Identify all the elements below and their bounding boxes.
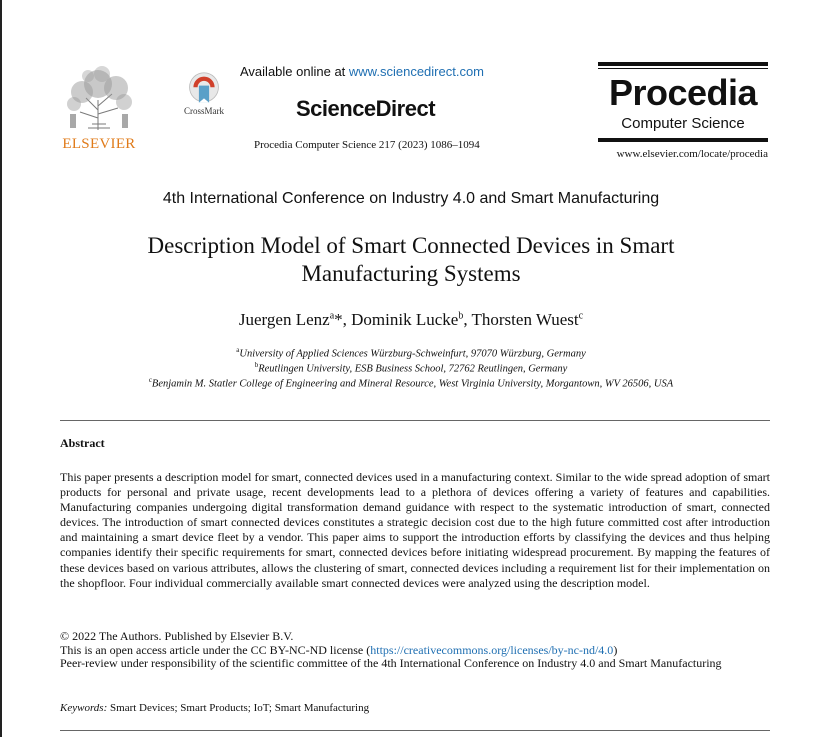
sciencedirect-link[interactable]: www.sciencedirect.com: [348, 64, 485, 79]
affiliation-a: [0, 346, 822, 360]
procedia-logo: [598, 62, 768, 160]
journal-url[interactable]: www.elsevier.com/locate/procedia: [616, 148, 768, 160]
affiliation-b: [0, 361, 822, 375]
affiliation-marker: b: [254, 361, 259, 369]
available-online-prefix: Available online at: [240, 64, 349, 79]
affiliation-text: Reutlingen University, ESB Business School, 72762 Reutlingen, Germany: [258, 363, 568, 375]
available-online-line: [240, 64, 484, 79]
crossmark-icon: [187, 70, 221, 108]
author-separator: ,: [342, 310, 352, 329]
author-name: Juergen Lenz: [238, 310, 330, 329]
license-prefix: This is an open access article under the CC BY-NC-ND license (: [60, 642, 371, 657]
keywords-line: [60, 702, 369, 714]
procedia-logo-thin-bar: [598, 68, 768, 69]
keywords-text: Smart Devices; Smart Products; IoT; Smart Manufacturing: [107, 702, 370, 714]
conference-name: 4th International Conference on Industry 4.0 and Smart Manufacturing: [162, 190, 660, 207]
peer-review-line: Peer-review under responsibility of the scientific committee of the 4th International Conference on Industry 4.0 and Smart Manufacturing: [60, 656, 722, 670]
abstract-body: This paper presents a description model for smart, connected devices used in a manufacturing context. Similar to the wide spread adoption of smart products for personal and private usage, recent developments lead to a plethora of devices offering a variety of features and capabilities. Manufacturing companies undergoing digital transformation demand guidance with respect to the systematic introduction of smart, connected devices. The introduction of smart connected devices constitutes a strategic decision cost due to the high future committed cost after introduction and maintaining a smart device fleet by a vendor. This paper aims to support the introduction efforts by classifying the devices and thus helping companies identify their specific requirements for smart, connected devices before initiating widespread procurement. By mapping the features of these devices based on various attributes, allows the clustering of smart, connected devices including a requirement list for their implementation on the shopfloor. Four individual commercially available smart connected devices were analyzed using the description model.: [60, 470, 770, 590]
author-affiliation-marker: c: [578, 310, 584, 322]
affiliation-text: Benjamin M. Statler College of Engineering and Mineral Resource, West Virginia University, Morgantown, WV 26506, USA: [151, 378, 674, 390]
elsevier-logo: [58, 62, 140, 154]
author-name: Thorsten Wuest: [471, 310, 579, 329]
crossmark-label: CrossMark: [184, 106, 224, 116]
corresponding-author-mark: *: [334, 310, 343, 329]
abstract-top-rule: [60, 420, 770, 421]
procedia-logo-bottom-bar: [598, 138, 768, 142]
copyright-line: © 2022 The Authors. Published by Elsevier B.V.: [60, 629, 294, 643]
license-block: [60, 630, 770, 671]
journal-reference: Procedia Computer Science 217 (2023) 1086–1094: [254, 139, 480, 151]
keywords-label: Keywords:: [60, 702, 108, 714]
crossmark-badge[interactable]: [176, 70, 232, 126]
affiliation-c: [0, 376, 822, 390]
paper-title: Description Model of Smart Connected Devices in Smart Manufacturing Systems: [147, 233, 675, 286]
sciencedirect-title: ScienceDirect: [296, 96, 436, 121]
author-list: [0, 310, 822, 330]
license-suffix: ): [613, 642, 618, 657]
elsevier-wordmark: ELSEVIER: [62, 136, 136, 152]
author-affiliation-marker: b: [458, 310, 464, 322]
procedia-logo-subtitle: Computer Science: [621, 115, 745, 132]
license-link[interactable]: https://creativecommons.org/licenses/by-nc-nd/4.0: [370, 642, 614, 657]
affiliation-marker: c: [148, 376, 152, 384]
affiliation-text: University of Applied Sciences Würzburg-Schweinfurt, 97070 Würzburg, Germany: [239, 348, 586, 360]
author-affiliation-marker: a: [329, 310, 335, 322]
bottom-rule: [60, 730, 770, 731]
procedia-logo-title: Procedia: [608, 72, 758, 113]
elsevier-tree-icon: [58, 62, 140, 132]
author-name: Dominik Lucke: [351, 310, 459, 329]
affiliation-marker: a: [236, 346, 240, 354]
abstract-heading: Abstract: [60, 436, 105, 450]
license-line: [60, 644, 770, 658]
author-separator: ,: [463, 310, 472, 329]
procedia-logo-top-bar: [598, 62, 768, 66]
